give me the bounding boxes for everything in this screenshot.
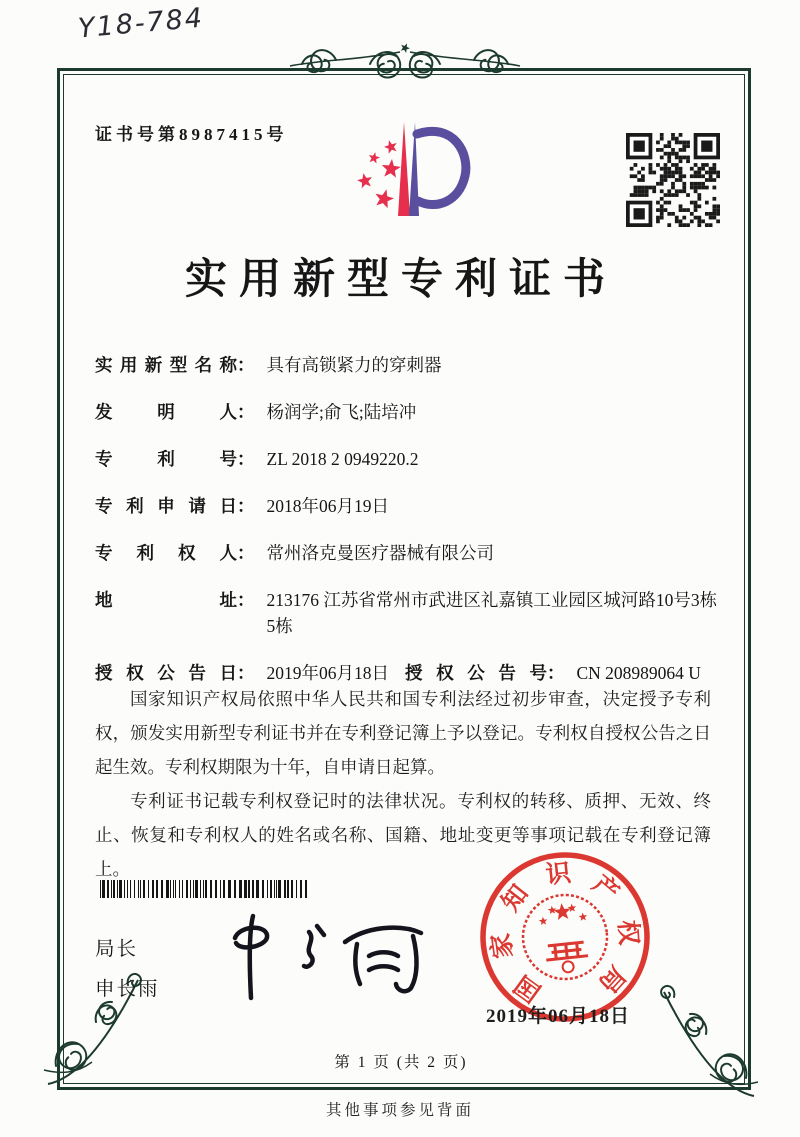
field-value: CN 208989064 U [576,663,701,683]
svg-text:产: 产 [587,870,624,908]
field-value: 常州洛克曼医疗器械有限公司 [266,543,494,563]
field-value: ZL 2018 2 0949220.2 [266,449,419,469]
seal-ring-text [480,852,649,1011]
barcode [100,880,308,898]
handwritten-annotation: Y18-784 [76,2,206,45]
field-row-inventors: 发明人 ： 杨润学;俞飞;陆培冲 [95,399,719,425]
field-value: 具有高锁紧力的穿刺器 [266,355,442,375]
national-emblem [537,901,587,926]
logo-p-bowl [417,131,466,204]
svg-text:家: 家 [487,931,518,961]
field-value: 213176 江苏省常州市武进区礼嘉镇工业园区城河路10号3栋5栋 [266,590,718,636]
field-row-patent-number: 专利号 ： ZL 2018 2 0949220.2 [95,446,719,472]
certificate-number: 证书号第8987415号 [95,125,288,144]
cnipa-logo [338,110,510,238]
logo-stars [357,140,401,208]
certificate-title: 实用新型专利证书 [184,257,617,303]
body-paragraph-1: 国家知识产权局依照中华人民共和国专利法经过初步审查，决定授予专利权，颁发实用新型专利证书并在专利登记簿上予以登记。专利权自授权公告之日起生效。专利权期限为十年，自申请日起算。 [95,689,711,777]
director-signature [205,898,440,1013]
field-label: 实用新型名称 [95,355,237,375]
qr-code [626,133,720,227]
field-label: 授权公告日 [95,663,237,683]
field-label: 授权公告号 [405,663,547,683]
field-value: 杨润学;俞飞;陆培冲 [266,402,417,422]
certificate-fields [95,352,719,707]
svg-text:权: 权 [613,919,642,947]
emblem-gate [545,942,590,975]
svg-text:知: 知 [497,880,534,917]
grant-number-pair: 授权公告号 ： CN 208989064 U [405,660,701,686]
svg-text:识: 识 [544,859,573,890]
field-label: 发明人 [95,402,237,422]
logo-red-wedge [398,122,410,216]
body-paragraph-2: 专利证书记载专利权登记时的法律状况。专利权的转移、质押、无效、终止、恢复和专利权人的姓名或名称、国籍、地址变更等事项记载在专利登记簿上。 [95,791,711,879]
dragon-ornament-top [288,34,522,84]
svg-text:国: 国 [510,969,547,1007]
field-row-address: 地址 ： 213176 江苏省常州市武进区礼嘉镇工业园区城河路10号3栋5栋 [95,587,719,639]
director-title-label: 局长 [95,939,139,960]
field-row-grant: 授权公告日 ： 2019年06月18日 授权公告号 ： CN 208989064 U [95,660,719,686]
back-side-note: 其他事项参见背面 [325,1102,474,1119]
field-row-filing-date: 专利申请日 ： 2018年06月19日 [95,493,719,519]
field-label: 地址 [95,590,237,610]
field-label: 专利号 [95,449,237,469]
field-value: 2018年06月19日 [266,496,389,516]
field-row-name: 实用新型名称 ： 具有高锁紧力的穿刺器 [95,352,719,378]
director-name-label: 申长雨 [95,979,160,1000]
field-label: 专利申请日 [95,496,237,516]
field-label: 专利权人 [95,543,237,563]
seal-date: 2019年06月18日 [486,1006,631,1027]
field-value: 2019年06月18日 [266,663,389,683]
page-number-footer: 第 1 页 (共 2 页) [334,1054,468,1071]
svg-text:局: 局 [593,960,631,998]
field-row-patentee: 专利权人 ： 常州洛克曼医疗器械有限公司 [95,540,719,566]
